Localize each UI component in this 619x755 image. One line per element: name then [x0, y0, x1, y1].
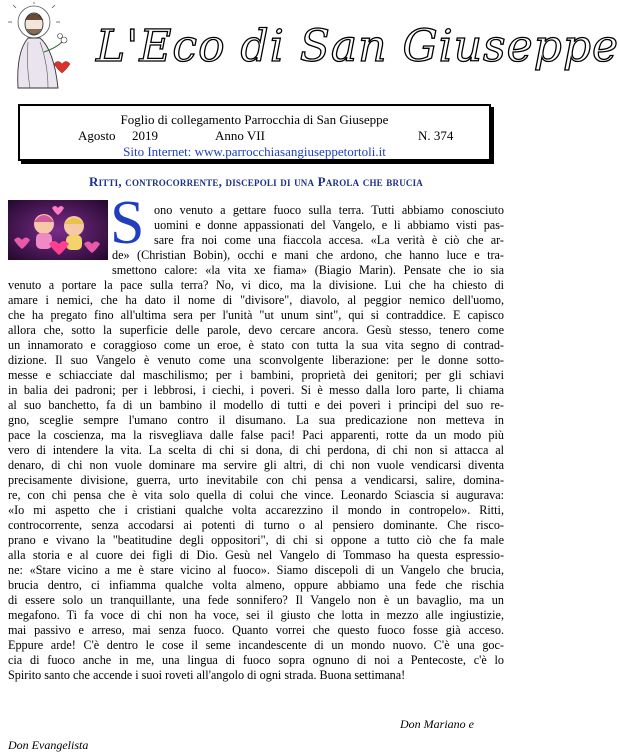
- article-line: denaro, di chi non vuole dominare ma servire gli altri, di chi non vuole vendicarsi diventa: [8, 458, 504, 472]
- drop-cap: S: [110, 189, 145, 257]
- article-line: brucia dentro, ci infiamma qualche volta almeno, oppure abbiamo una fede che rischia: [8, 578, 504, 592]
- article-line: un innamorato e coraggioso come un eroe, è stato con tutta la sua vita segno di contrad-: [8, 338, 504, 352]
- article-line: vero di intendere la vita. La scelta di chi si dona, di chi perdona, di chi non si attacca al: [8, 443, 504, 457]
- article-line: dizione. Il suo Vangelo è venuto come una sconvolgente liberazione: per le donne sotto-: [8, 353, 504, 367]
- newsletter-title: L'Eco di San Giuseppe: [96, 21, 619, 72]
- article-line: smettono calore: «la vita xe fiama» (Biagio Marin). Pensate che io sia: [112, 263, 504, 277]
- article-line: alla storia e al cuore dei figli di Dio. Gesù nel Vangelo di Tommaso ha questa espressio-: [8, 548, 504, 562]
- article-line: re, con chi pensa che è vita solo quella di colui che vince. Leonardo Sciascia si augurava:: [8, 488, 504, 502]
- children-hearts-illustration-icon: [8, 200, 108, 260]
- article-line: mai passivo e arreso, mai senza fuoco. Quanto vorrei che questo fuoco fosse già acceso.: [8, 623, 504, 637]
- newsletter-info-box: [18, 104, 491, 161]
- article-line: di essere solo un tranquillante, una fede sonnifero? Il Vangelo non è un bavaglio, ma un: [8, 593, 504, 607]
- article-line: ono venuto a gettare fuoco sulla terra. Tutti abbiamo conosciuto: [154, 203, 504, 217]
- article-line: gno, sceglie sempre l'umano contro il disumano. La sua predicazione non metteva in: [8, 413, 504, 427]
- article-line: che ha pregato fino all'ultima sera per l'unità "ut unum sint", qui si contraddice. E capisco: [8, 308, 504, 322]
- article-line: al suo banchetto, fa di un bambino il modello di tutti e dei poveri i principi del suo re-: [8, 398, 504, 412]
- article-line: ne: «Stare vicino a me è stare vicino al fuoco». Siamo discepoli di un Vangelo che brucia,: [8, 563, 504, 577]
- article-line: prano e vivano la "beatitudine degli oppositori", di chi si oppone a tutto ciò che fa male: [8, 533, 504, 547]
- issue-details: [20, 128, 489, 144]
- issue-month: Agosto: [78, 128, 116, 143]
- article-line: uomini e donne appassionati del Vangelo, e li abbiamo visti pas-: [154, 218, 504, 232]
- article-line: controcorrente, senza accodarsi ai potenti di turno o al pensiero dominante. Che risco-: [8, 518, 504, 532]
- signature-line-1: Don Mariano e: [400, 717, 474, 731]
- masthead: [0, 0, 619, 96]
- article-line: «Io mi aspetto che i cristiani qualche volta accarezzino il mondo in contropelo». Ritti,: [8, 503, 504, 517]
- signature-line-2: Don Evangelista: [8, 738, 89, 752]
- article-line: Eppure arde! C'è dentro le cose il seme incandescente di un mondo nuovo. C'è una goc-: [8, 638, 504, 652]
- issue-number: N. 374: [418, 128, 454, 143]
- saint-joseph-engraving-icon: [4, 2, 78, 90]
- article-line: pace la coscienza, ma la risvegliava dalle false paci! Paci apparenti, rotte da un modo più: [8, 428, 504, 442]
- article-line: Spirito santo che accende i suoi roveti all'angolo di ogni strada. Buona settimana!: [8, 668, 406, 682]
- article-headline: Ritti, controcorrente, discepoli di una Parola che brucia: [88, 174, 424, 189]
- website-link[interactable]: Sito Internet: www.parrocchiasangiuseppetortoli.it: [123, 144, 386, 159]
- article-line: amare i nemici, che ha dato il nome di "divisore", diavolo, al peggior nemico dell'uomo,: [8, 293, 504, 307]
- article-line: in balia dei padroni; per i lebbrosi, i ciechi, i poveri. Si è messo dalla loro parte, li chiama: [8, 383, 504, 397]
- article-line: megafono. Ti fa voce di chi non ha voce, sei il giusto che lotta in mezzo alle ingiustizie,: [8, 608, 504, 622]
- article-line: allora che, sotto la superficie delle parole, devo cercare ancora. Gesù stesso, tenero come: [8, 323, 504, 337]
- newsletter-subtitle: Foglio di collegamento Parrocchia di San Giuseppe: [120, 112, 389, 127]
- article-line: sare fra noi come una fiaccola accesa. «La verità è ciò che ar-: [154, 233, 504, 247]
- article-line: de» (Christian Bobin), occhi e mani che ardono, che hanno luce e tra-: [112, 248, 504, 262]
- article-line: messe e schiacciate dal maschilismo; per i bambini, proprietà dei genitori; per gli schiavi: [8, 368, 504, 382]
- issue-volume: Anno VII: [215, 128, 265, 143]
- article-line: cia di fuoco anche in me, una lingua di fuoco sopra ognuno di noi a Pentecoste, c'è lo: [8, 653, 504, 667]
- issue-year: 2019: [132, 128, 158, 143]
- article-line: precisamente divisione, guerra, urto inevitabile con chi pensa a vendicarsi, salire, domina-: [8, 473, 504, 487]
- article-line: venuto a portare la pace sulla terra? No, vi dico, ma la divisione. Lui che ha chiesto di: [8, 278, 504, 292]
